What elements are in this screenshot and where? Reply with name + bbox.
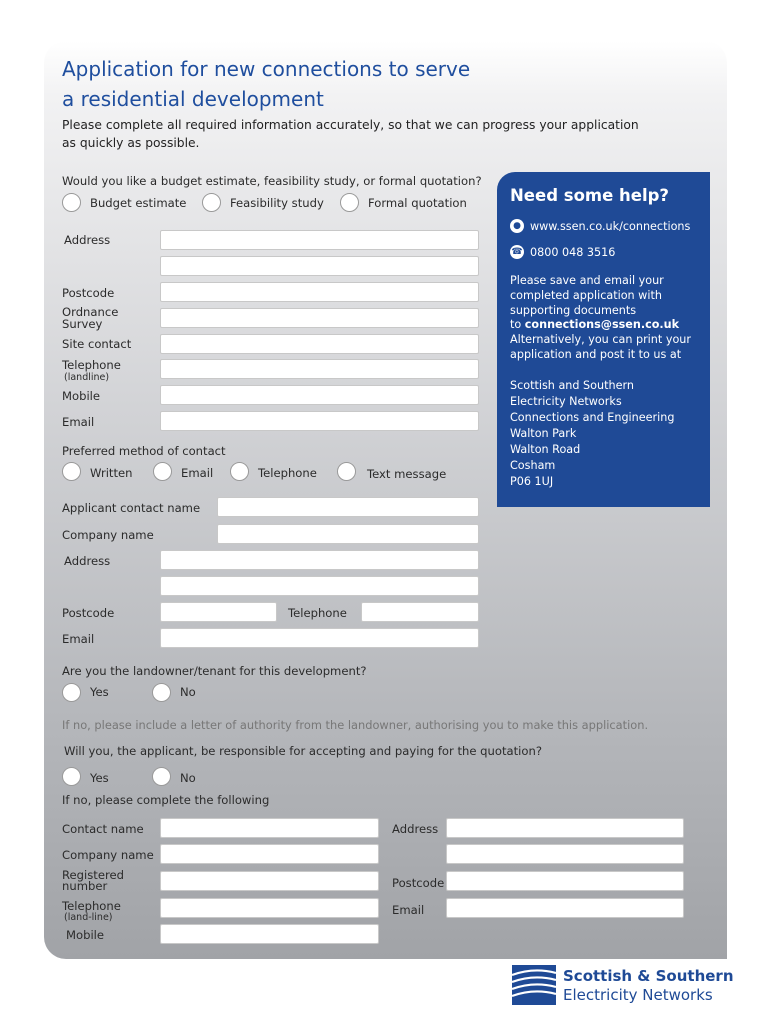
help-website-link[interactable]: www.ssen.co.uk/connections — [530, 220, 691, 233]
email-option-label: Email — [181, 466, 214, 480]
payer-mobile-label: Mobile — [66, 928, 105, 942]
help-address-line: Walton Road — [510, 443, 581, 456]
payer-company-name-input[interactable] — [160, 844, 379, 864]
logo-text-line1: Scottish & Southern — [563, 967, 734, 985]
phone-icon: ☎ — [511, 247, 523, 257]
address-line1-input[interactable] — [160, 230, 479, 250]
radio-email[interactable] — [153, 462, 172, 481]
intro-text: Please complete all required information accurately, so that we can progress your application as quickly as possible. — [62, 118, 639, 150]
help-email-line: to connections@ssen.co.uk — [510, 318, 680, 331]
mobile-label: Mobile — [62, 389, 101, 403]
help-text-line: completed application with — [510, 289, 662, 302]
radio-landowner-yes[interactable] — [62, 683, 81, 702]
help-text-line: Alternatively, you can print your — [510, 333, 691, 346]
quote-question: Would you like a budget estimate, feasibility study, or formal quotation? — [62, 174, 482, 188]
email-input[interactable] — [160, 411, 479, 431]
site-contact-input[interactable] — [160, 334, 479, 354]
radio-feasibility-study[interactable] — [202, 193, 221, 212]
help-email-link[interactable]: connections@ssen.co.uk — [524, 318, 680, 331]
logo-text-line2: Electricity Networks — [563, 986, 713, 1004]
company-name-input[interactable] — [217, 524, 479, 544]
payer-email-input[interactable] — [446, 898, 684, 918]
applicant-contact-name-label: Applicant contact name — [62, 501, 201, 515]
landowner-note: If no, please include a letter of authority from the landowner, authorising you to make this application. — [62, 718, 649, 732]
applicant-contact-name-input[interactable] — [217, 497, 479, 517]
written-label: Written — [90, 466, 133, 480]
radio-payment-yes[interactable] — [62, 767, 81, 786]
radio-text-message[interactable] — [337, 462, 356, 481]
applicant-telephone-input[interactable] — [361, 602, 479, 622]
payment-yes-label: Yes — [90, 771, 109, 785]
payer-telephone-label: Telephone — [62, 899, 121, 913]
telephone-sublabel: (landline) — [64, 372, 110, 383]
help-panel — [497, 172, 710, 507]
payer-telephone-sublabel: (land-line) — [64, 912, 113, 923]
applicant-postcode-input[interactable] — [160, 602, 277, 622]
mobile-input[interactable] — [160, 385, 479, 405]
payer-email-label: Email — [392, 903, 425, 917]
radio-payment-no[interactable] — [152, 767, 171, 786]
help-text-line: supporting documents — [510, 304, 637, 317]
payer-contact-name-label: Contact name — [62, 822, 144, 836]
contact-method-question: Preferred method of contact — [62, 444, 226, 458]
payer-contact-name-input[interactable] — [160, 818, 379, 838]
ordnance-survey-input[interactable] — [160, 308, 479, 328]
budget-estimate-label: Budget estimate — [90, 196, 187, 210]
telephone-input[interactable] — [160, 359, 479, 379]
payer-postcode-input[interactable] — [446, 871, 684, 891]
payer-mobile-input[interactable] — [160, 924, 379, 944]
payment-followup: If no, please complete the following — [62, 793, 270, 807]
ordnance-survey-label: Ordnance Survey — [62, 305, 119, 331]
form-title: Application for new connections to serve a residential development — [62, 57, 471, 111]
radio-formal-quotation[interactable] — [340, 193, 359, 212]
email-label: Email — [62, 415, 95, 429]
help-address-line: P06 1UJ — [510, 475, 554, 488]
telephone-option-label: Telephone — [258, 466, 317, 480]
form-card — [44, 41, 727, 959]
registered-number-input[interactable] — [160, 871, 379, 891]
registered-number-label: Registered number — [62, 868, 124, 893]
help-text-line: Please save and email your — [510, 274, 664, 287]
help-phone: 0800 048 3516 — [530, 246, 616, 259]
help-address-line: Scottish and Southern — [510, 379, 634, 392]
payer-address-line1-input[interactable] — [446, 818, 684, 838]
landowner-question: Are you the landowner/tenant for this development? — [62, 664, 367, 678]
landowner-yes-label: Yes — [90, 685, 109, 699]
address-label: Address — [64, 233, 111, 247]
applicant-telephone-label: Telephone — [288, 606, 347, 620]
site-contact-label: Site contact — [62, 337, 132, 351]
help-address-line: Walton Park — [510, 427, 577, 440]
radio-budget-estimate[interactable] — [62, 193, 81, 212]
telephone-label: Telephone — [62, 358, 121, 372]
payer-postcode-label: Postcode — [392, 876, 445, 890]
payer-address-line2-input[interactable] — [446, 844, 684, 864]
applicant-email-input[interactable] — [160, 628, 479, 648]
postcode-label: Postcode — [62, 286, 115, 300]
address-line2-input[interactable] — [160, 256, 479, 276]
postcode-input[interactable] — [160, 282, 479, 302]
feasibility-study-label: Feasibility study — [230, 196, 324, 210]
payer-address-label: Address — [392, 822, 439, 836]
radio-telephone[interactable] — [230, 462, 249, 481]
help-address-line: Electricity Networks — [510, 395, 622, 408]
payment-question: Will you, the applicant, be responsible for accepting and paying for the quotation? — [64, 744, 542, 758]
applicant-address-line1-input[interactable] — [160, 550, 479, 570]
globe-icon: ● — [510, 219, 524, 233]
applicant-email-label: Email — [62, 632, 95, 646]
payment-no-label: No — [180, 771, 196, 785]
formal-quotation-label: Formal quotation — [368, 196, 467, 210]
help-heading: Need some help? — [510, 186, 670, 205]
applicant-address-line2-input[interactable] — [160, 576, 479, 596]
help-address-line: Cosham — [510, 459, 556, 472]
company-name-label: Company name — [62, 528, 154, 542]
payer-company-name-label: Company name — [62, 848, 154, 862]
radio-landowner-no[interactable] — [152, 683, 171, 702]
help-text-line: application and post it to us at — [510, 348, 682, 361]
help-address-line: Connections and Engineering — [510, 411, 675, 424]
applicant-postcode-label: Postcode — [62, 606, 115, 620]
applicant-address-label: Address — [64, 554, 111, 568]
text-message-label: Text message — [367, 467, 447, 481]
payer-telephone-input[interactable] — [160, 898, 379, 918]
landowner-no-label: No — [180, 685, 196, 699]
ssen-logo-icon — [512, 965, 556, 1005]
radio-written[interactable] — [62, 462, 81, 481]
